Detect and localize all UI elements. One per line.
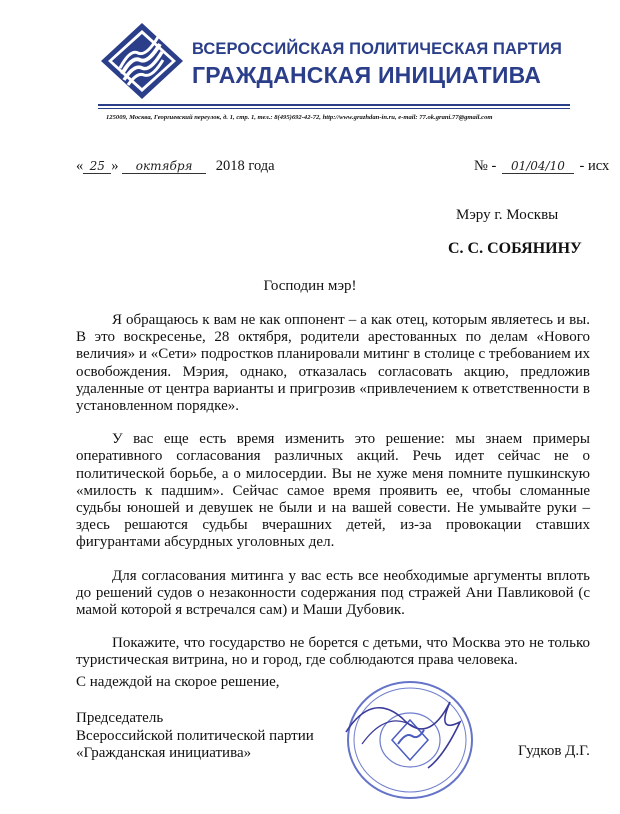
greeting: Господин мэр! [263, 278, 357, 294]
date-month: октября [122, 159, 206, 174]
closing-line: С надеждой на скорое решение, [76, 674, 280, 690]
letterhead-rule-thin [98, 108, 570, 109]
outgoing-number [474, 158, 609, 175]
addressee-title: Мэру г. Москвы [456, 207, 559, 223]
addressee-name: С. С. СОБЯНИНУ [448, 240, 582, 257]
signature-block [76, 710, 314, 763]
signer-name: Гудков Д.Г. [518, 743, 590, 759]
party-stamp-icon [332, 672, 482, 802]
signature-position: Председатель [76, 710, 164, 726]
date-day: 25 [83, 159, 111, 174]
org-name-line2: ГРАЖДАНСКАЯ ИНИЦИАТИВА [192, 62, 542, 88]
outgoing-suffix: - исх [579, 158, 610, 174]
date-close-quote: » [111, 158, 119, 174]
org-name-line1: ВСЕРОССИЙСКАЯ ПОЛИТИЧЕСКАЯ ПАРТИЯ [192, 40, 562, 58]
outgoing-prefix: № - [474, 158, 497, 174]
letterhead-rule [98, 104, 570, 106]
paragraph: Для согласования митинга у вас есть все необходимые аргументы вплоть до решений судов о незаконности содержания под стражей Ани Павликовой (с мамой которой я встречался сам) и Маши Дубовик. [76, 567, 590, 619]
letter-body [76, 312, 590, 686]
signature-org: Всероссийской политической партии [76, 727, 314, 744]
signature-org-name: «Гражданская инициатива» [76, 745, 252, 761]
party-logo-icon [100, 22, 184, 100]
paragraph: У вас еще есть время изменить это решение: мы знаем примеры оперативного согласования различных акций. Речь идет сейчас не о политической борьбе, а о милосердии. Вы не хуже меня помните пушкинскую «милость к падшим». Сейчас самое время проявить ее, чтобы сломанные судьбы юношей и девушек не были и на вашей совести. Не умывайте руки – здесь решаются судьбы вчерашних детей, из-за провокации ставших фигурантами абсурдных уголовных дел. [76, 431, 590, 551]
paragraph: Покажите, что государство не борется с детьми, что Москва это не только туристическая витрина, но и город, где соблюдаются права человека. [76, 635, 590, 669]
outgoing-number-value: 01/04/10 [502, 159, 574, 174]
date-open-quote: « [76, 158, 84, 174]
date-year: 2018 года [215, 158, 275, 174]
letterhead-contacts: 125009, Москва, Георгиевский переулок, д. 1, стр. 1, тел.: 8(495)692-42-72, http://www.grazhdan-in.ru, e-mail: 77.ok.grani.77@gmail.com [106, 114, 493, 121]
letter-date [76, 158, 275, 175]
paragraph: Я обращаюсь к вам не как оппонент – а как отец, которым являетесь и вы. В это воскресенье, 28 октября, родители арестованных по делам «Нового величия» и «Сети» подростков планировали митинг в столице с требованием их освобождения. Мэрия, однако, отказалась согласовать акцию, предложив удаленные от центра варианты и пригрозив «привлечением к ответственности в установленном порядке». [76, 312, 590, 415]
